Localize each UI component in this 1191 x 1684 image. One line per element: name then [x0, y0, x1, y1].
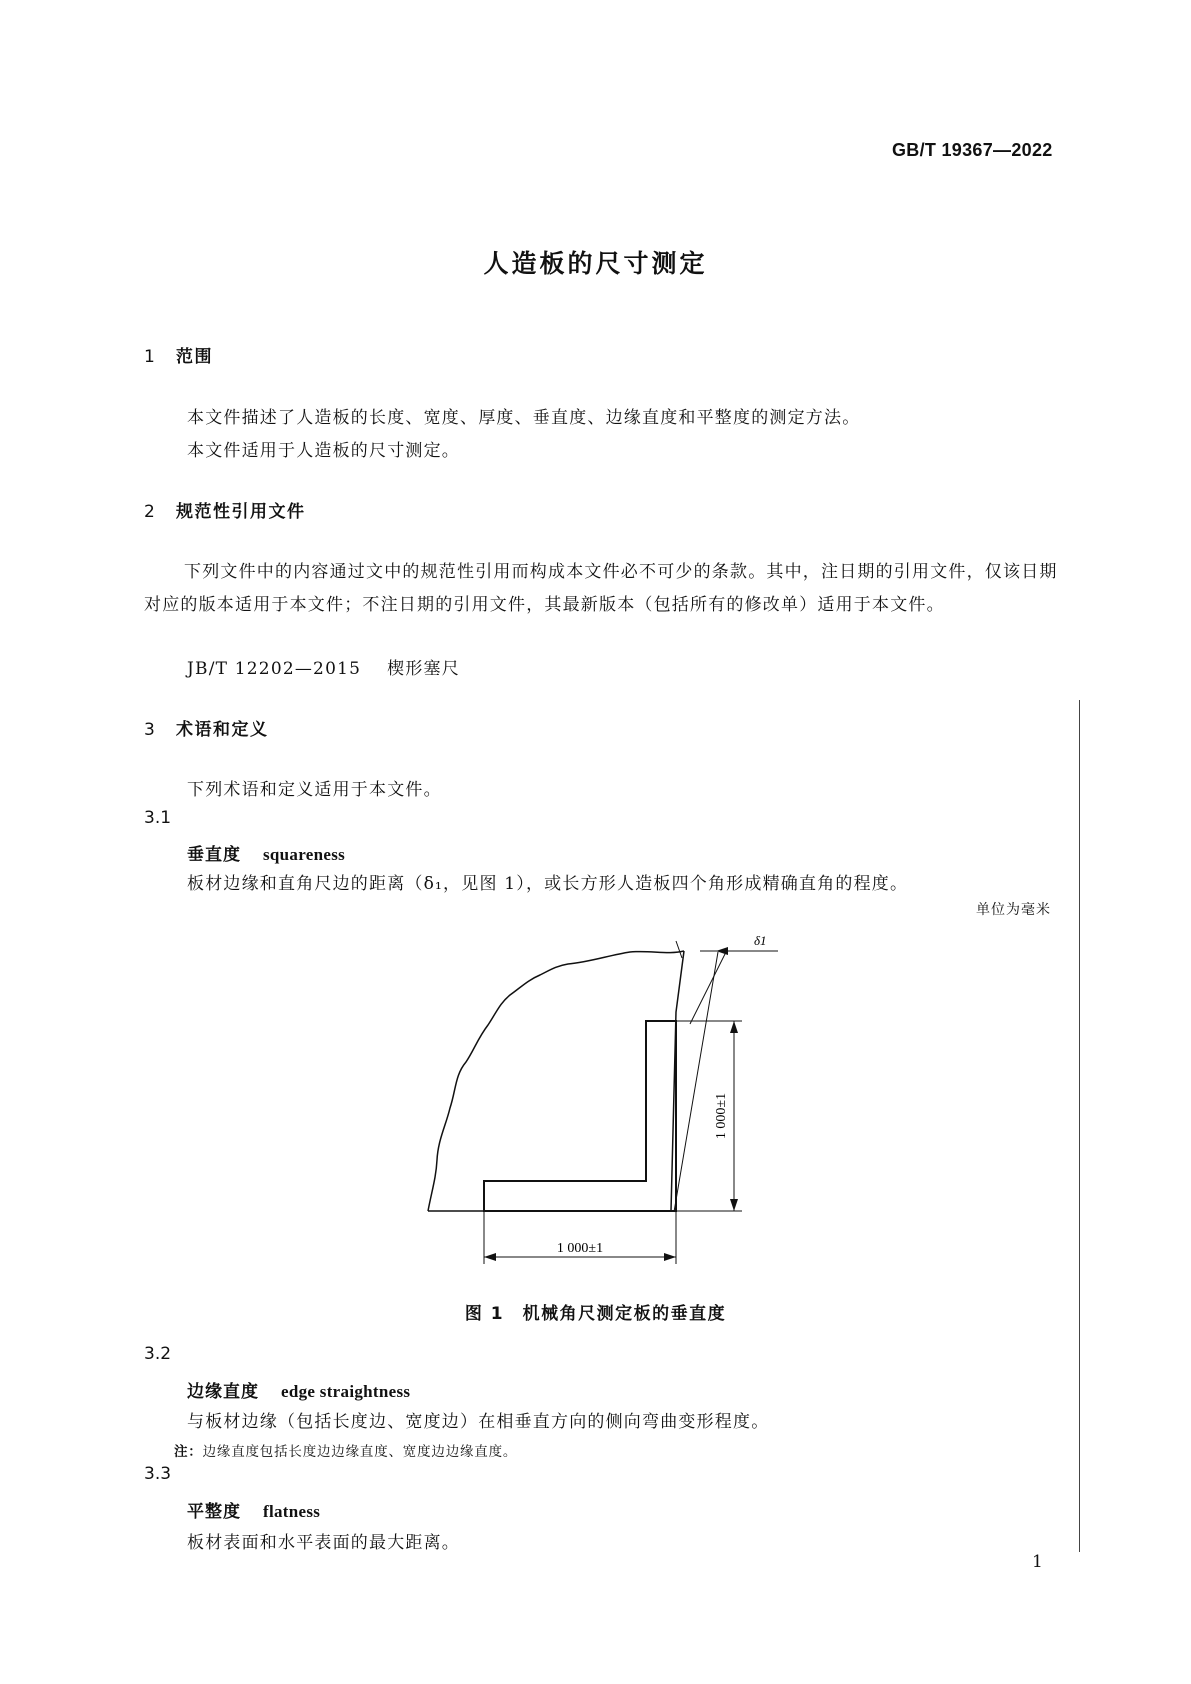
term-definition: 板材表面和水平表面的最大距离。	[187, 1533, 460, 1553]
reference-line-1	[674, 952, 718, 1212]
section-number: 1	[144, 347, 157, 367]
term-definition: 板材边缘和直角尺边的距离（δ₁，见图 1），或长方形人造板四个角形成精确直角的程度。	[187, 874, 909, 894]
term-note	[174, 1440, 517, 1460]
term-zh: 平整度	[187, 1502, 241, 1522]
arrow-vertical-top	[730, 1021, 738, 1033]
arrow-horizontal-left	[484, 1253, 496, 1261]
term-en: edge straightness	[281, 1382, 411, 1401]
figure-caption: 图 1 机械角尺测定板的垂直度	[464, 1304, 727, 1324]
page-number: 1	[1032, 1552, 1043, 1572]
section-number: 3	[144, 720, 157, 740]
document-title: 人造板的尺寸测定	[483, 249, 708, 278]
scope-paragraph-2: 本文件适用于人造板的尺寸测定。	[187, 441, 460, 461]
term-zh: 边缘直度	[187, 1382, 259, 1402]
delta-label: δ1	[754, 933, 767, 948]
standard-number: GB/T 19367—2022	[892, 140, 1053, 160]
scope-paragraph-1: 本文件描述了人造板的长度、宽度、厚度、垂直度、边缘直度和平整度的测定方法。	[187, 408, 861, 428]
section-number: 2	[144, 502, 157, 522]
term-en: squareness	[263, 845, 346, 864]
term-definition: 与板材边缘（包括长度边、宽度边）在相垂直方向的侧向弯曲变形程度。	[187, 1412, 770, 1432]
section-title: 规范性引用文件	[176, 502, 306, 522]
reference-code: JB/T 12202—2015	[187, 659, 362, 679]
term-zh: 垂直度	[187, 845, 241, 865]
dim-horizontal-label: 1 000±1	[556, 1241, 604, 1256]
note-label: 注：	[174, 1444, 203, 1460]
reference-title: 楔形塞尺	[387, 659, 460, 679]
board-right-edge	[671, 951, 684, 1211]
terms-intro: 下列术语和定义适用于本文件。	[187, 780, 442, 800]
term-number: 3.1	[144, 808, 172, 828]
term-number: 3.2	[144, 1344, 172, 1364]
normative-intro-paragraph: 下列文件中的内容通过文中的规范性引用而构成本文件必不可少的条款。其中，注日期的引用文件，仅该日期对应的版本适用于本文件；不注日期的引用文件，其最新版本（包括所有的修改单）适用于本文件。	[144, 562, 1058, 615]
term-en: flatness	[263, 1502, 321, 1521]
dim-vertical-label: 1 000±1	[714, 1092, 729, 1140]
margin-rule	[1079, 700, 1080, 1552]
section-title: 范围	[176, 347, 213, 367]
delta-extension	[676, 941, 682, 958]
section-title: 术语和定义	[176, 720, 269, 740]
try-square	[484, 1021, 676, 1211]
unit-note: 单位为毫米	[976, 902, 1051, 918]
term-heading-edge-straightness	[187, 1377, 410, 1402]
term-heading-flatness	[187, 1497, 320, 1522]
arrow-horizontal-right	[664, 1253, 676, 1261]
term-number: 3.3	[144, 1464, 172, 1484]
reference-line-2	[690, 950, 727, 1024]
arrow-vertical-bottom	[730, 1199, 738, 1211]
note-text: 边缘直度包括长度边边缘直度、宽度边边缘直度。	[202, 1444, 518, 1460]
